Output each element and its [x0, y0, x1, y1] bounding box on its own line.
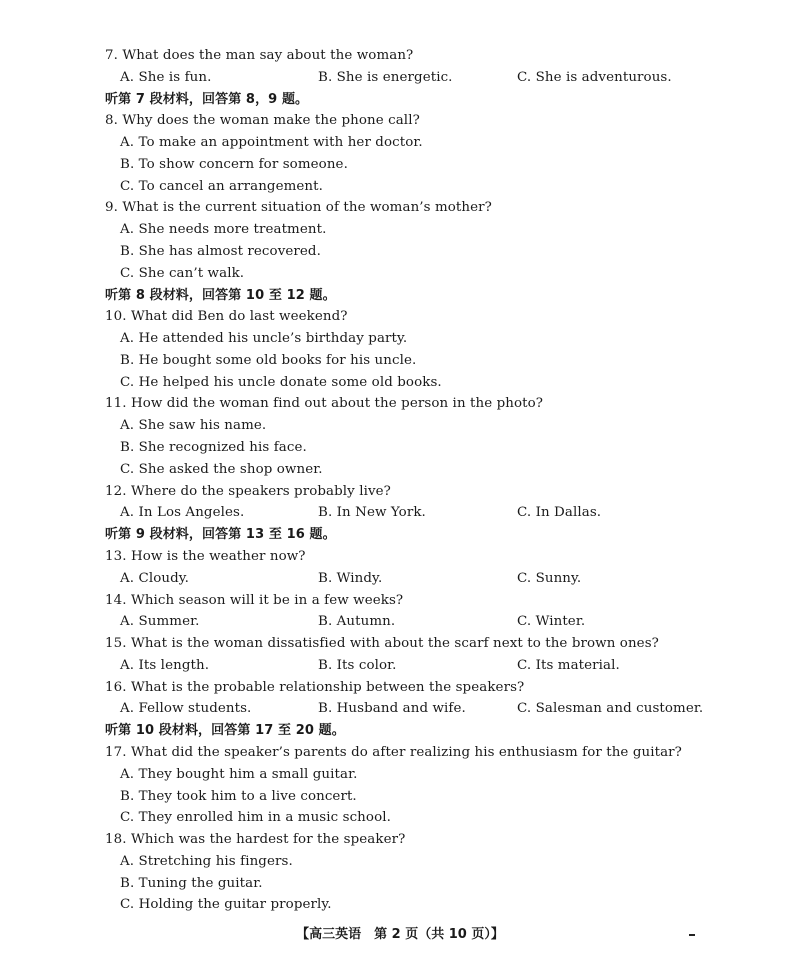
- question: 16. What is the probable relationship between the speakers?: [105, 680, 525, 695]
- corner-mark: [689, 934, 695, 936]
- option-row: [0, 700, 800, 718]
- option: B. To show concern for someone.: [120, 157, 348, 172]
- option: B. She has almost recovered.: [120, 244, 321, 259]
- question: 12. Where do the speakers probably live?: [105, 484, 391, 499]
- page-footer: 【高三英语 第 2 页（共 10 页）】: [296, 927, 504, 942]
- section-heading: 听第 9 段材料，回答第 13 至 16 题。: [105, 527, 336, 542]
- option-a: A. Fellow students.: [120, 701, 252, 716]
- option-row: [0, 504, 800, 522]
- option: B. They took him to a live concert.: [120, 789, 357, 804]
- option: A. Stretching his fingers.: [120, 854, 293, 869]
- option-b: B. Windy.: [318, 571, 383, 586]
- option-b: B. Autumn.: [318, 614, 396, 629]
- option-a: A. Its length.: [120, 658, 210, 673]
- option-b: B. In New York.: [318, 505, 426, 520]
- option-row: [0, 570, 800, 588]
- option: A. She needs more treatment.: [120, 222, 327, 237]
- question: 13. How is the weather now?: [105, 549, 306, 564]
- option: C. To cancel an arrangement.: [120, 179, 323, 194]
- option: B. Tuning the guitar.: [120, 876, 263, 891]
- option-c: C. Salesman and customer.: [517, 701, 704, 716]
- option-c: C. Winter.: [517, 614, 586, 629]
- option: A. To make an appointment with her doctor.: [120, 135, 423, 150]
- option: A. She saw his name.: [120, 418, 267, 433]
- question: 8. Why does the woman make the phone call?: [105, 113, 420, 128]
- option-b: B. Its color.: [318, 658, 397, 673]
- option: B. He bought some old books for his uncle.: [120, 353, 417, 368]
- question: 15. What is the woman dissatisfied with about the scarf next to the brown ones?: [105, 636, 659, 651]
- option-c: C. She is adventurous.: [517, 70, 672, 85]
- question: 14. Which season will it be in a few weeks?: [105, 593, 404, 608]
- option-c: C. Its material.: [517, 658, 620, 673]
- option: C. Holding the guitar properly.: [120, 897, 332, 912]
- option-c: C. In Dallas.: [517, 505, 602, 520]
- section-heading: 听第 7 段材料，回答第 8，9 题。: [105, 92, 309, 107]
- question: 9. What is the current situation of the woman’s mother?: [105, 200, 492, 215]
- option-row: [0, 69, 800, 87]
- option: C. She asked the shop owner.: [120, 462, 323, 477]
- option: C. He helped his uncle donate some old books.: [120, 375, 442, 390]
- option: A. He attended his uncle’s birthday party.: [120, 331, 408, 346]
- option-c: C. Sunny.: [517, 571, 582, 586]
- option: B. She recognized his face.: [120, 440, 307, 455]
- option: C. They enrolled him in a music school.: [120, 810, 391, 825]
- option: A. They bought him a small guitar.: [120, 767, 358, 782]
- option: C. She can’t walk.: [120, 266, 245, 281]
- question: 18. Which was the hardest for the speaker?: [105, 832, 406, 847]
- option-a: A. Summer.: [120, 614, 200, 629]
- option-a: A. In Los Angeles.: [120, 505, 245, 520]
- section-heading: 听第 8 段材料，回答第 10 至 12 题。: [105, 288, 336, 303]
- section-heading: 听第 10 段材料，回答第 17 至 20 题。: [105, 723, 345, 738]
- question: 7. What does the man say about the woman?: [105, 48, 414, 63]
- option-a: A. She is fun.: [120, 70, 212, 85]
- option-a: A. Cloudy.: [120, 571, 190, 586]
- question: 11. How did the woman find out about the person in the photo?: [105, 396, 544, 411]
- question: 10. What did Ben do last weekend?: [105, 309, 348, 324]
- option-b: B. She is energetic.: [318, 70, 453, 85]
- option-b: B. Husband and wife.: [318, 701, 466, 716]
- option-row: [0, 613, 800, 631]
- option-row: [0, 657, 800, 675]
- question: 17. What did the speaker’s parents do after realizing his enthusiasm for the guitar?: [105, 745, 682, 760]
